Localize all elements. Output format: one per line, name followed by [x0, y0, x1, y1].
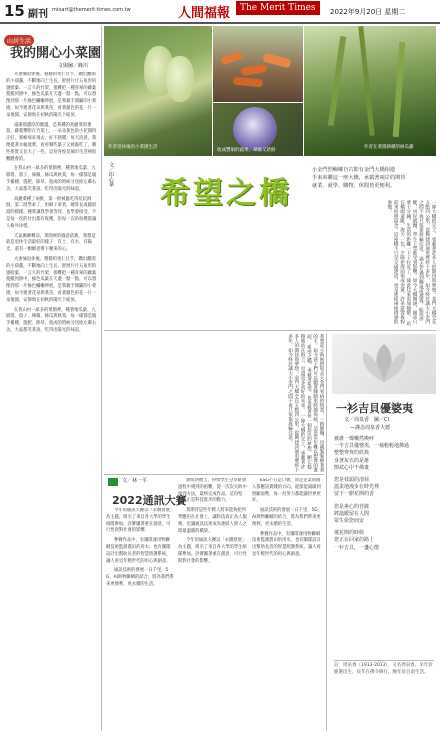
left-article-title: 我的開心小菜園 [10, 46, 102, 61]
paragraph: 今年的通訊大賽以「永續發展」為主題，吸引了來自各大學的學生組隊參加。評審團著重在創意、可行性與對社會的影響。 [106, 508, 173, 534]
section-divider [104, 330, 436, 331]
photo-cabbage [213, 103, 303, 156]
poem-line: 您是素心的菩薩 [334, 503, 370, 510]
column-tag [4, 28, 100, 45]
poem-illustration [332, 334, 436, 394]
bottom-article-col [106, 508, 174, 730]
feature-paragraph: 希望之橋，承載著希望，也承載著每一個島民的夢想，願它穩穩地站在海上，見證更多美好的未來。 [300, 334, 312, 469]
column-divider [101, 26, 102, 731]
paragraph: 在我山村一畝多的菜園裡，種著地瓜葉、九層塔、茄子、辣椒、絲瓜與秋葵，每一樣都是親手播種、施肥、除草。收成的時候分送給左鄰右舍，大家都笑著說，吃得出陽光的味道。 [6, 307, 97, 333]
poem-line: 將溫暖留在人間 [334, 510, 370, 517]
paper-logo: 人間福報 [178, 6, 231, 21]
poem-byline: 文／周泉香 圖／CI [344, 417, 389, 423]
paragraph: 夫妻倆退休後，穩穩的果仁甘芋，鑽出離開的小葫蘆，不斷地向上生長，舒展片片五角形的翅膀葉。一言久的竹架，很難把一種青翠的藤葉蔓搬到園中，綠色瓜葉在天邊一點一點，可以想像到那一片綠色欄柵伸展，是我親手開闢的小菜園，如今連著花朵與菜苗，看著顏色的花一片一朵地開，安靜地在初秋的陽光下綻放。 [6, 256, 97, 303]
photo-caption: 作者退休後的小菜園生活 [108, 145, 158, 150]
poem-line: 一衫吉貝，一盞心燈 [334, 544, 380, 551]
left-article-body [6, 72, 98, 730]
carrot-shape [220, 50, 243, 65]
feature-paragraph: 過去若遇到颱風或濃霧，船班停駛，居民就醫、學生上學都受到影響。如今大橋開通，開車只要十分鐘，生活的距離一下子拉近了，彼此往來更加頻繁。 [405, 200, 424, 325]
poem-dedication: —謹念周泉香大德 [350, 425, 391, 431]
section-marker-icon [108, 478, 118, 486]
feature-subtitle [312, 166, 434, 190]
gourd-shape [166, 56, 194, 102]
photo-caption: 收成豐碩的蔬果，翠綠又新鮮 [217, 148, 276, 153]
masthead [0, 0, 440, 24]
poem-line: 擦拭心中不佛畫 [334, 464, 370, 471]
paragraph: 夫妻倆退休後，穩穩的果仁甘芋，鑽出離開的小葫蘆，不斷地向上生長，舒展片片五角形的翅膀葉。一言久的竹架，很難把一種青翠的藤葉蔓搬到園中，綠色瓜葉在天邊一點一點，可以想像到那一片綠色欄柵伸展，是我親手開闢的小菜園，如今連著花朵與菜苗，看著顏色的花一片一朵地開，安靜地在初秋的陽光下綻放。 [6, 72, 97, 118]
subtitle-line: 手來串聯這一座大橋，承載著兩岸的期待 [312, 175, 406, 181]
feature-title: 希望之橋 [160, 176, 292, 211]
poem-title: 一衫吉貝優婆夷 [336, 402, 413, 415]
column-divider [326, 334, 327, 731]
paragraph: 參賽作品中，有團隊運用物聯網技術監測農田的用水，也有團隊設計出幫助長者的智慧照護系統，讓人看見年輕世代的用心與創意。 [252, 531, 321, 557]
feature-body-upper [104, 200, 436, 328]
paper-logo-en: The Merit Times [236, 1, 320, 15]
poem-line: 留下一樹花開的香 [334, 491, 375, 498]
left-article-byline: 文與圖／緣川 [58, 63, 89, 69]
vine-shape [358, 26, 374, 136]
column-tag-label: 山居生活 [4, 35, 34, 46]
poem-body [334, 436, 436, 552]
paragraph: ESG不只是口號，而是企業與個人都應該實踐的方向，從節能減碳到照顧弱勢，每一份努力都能讓世界更好。 [252, 478, 321, 504]
contact-email[interactable]: mtsart@themerit-times.com.tw [52, 7, 131, 13]
paragraph: 高麗菜種了兩批，第一批被蟲吃得坑坑洞洞，第二批學乖了，用網子罩著，總算長成圓滾滾的模樣。種菜讓我學會等待，也學會接受，不是每一次的付出都有收穫，但每一次的收穫都讓人格外珍惜。 [6, 196, 97, 229]
paragraph: 今年的通訊大賽以「永續發展」為主題，吸引了來自各大學的學生組隊參加。評審團著重在創意、可行性與對社會的影響。 [178, 538, 247, 564]
paragraph: 通訊技術的發展一日千里，5G、AI與物聯網的結合，將為我們帶來更便利、更永續的生活。 [252, 508, 322, 527]
paragraph: 頒獎典禮上，得獎學生分享研發過程中遇到的困難，從一次次失敗中找到方法，最終完成作品。這份堅持，正是科技進步的動力。 [178, 478, 247, 504]
poem-note: 註：周泉香（1913-2013），又名周泉香。早年於鹿港出生，長年在佛寺修行，晚年於台南生活。 [334, 660, 434, 676]
paragraph: 我期待這些年輕人將來能夠把所學應用在社會上，讓科技真正為人服務，也讓通訊技術成為連結人與人之間最溫暖的橋梁。 [178, 508, 247, 534]
section-name: 副刊 [28, 9, 48, 20]
feature-paragraph: 一條大橋的完工，承載著許多人的期待與夢想。金門大橋全長五點四公里，從興建到通車歷經十多年，如今終於讓大小金門之間不再只依靠渡輪往返。 [418, 200, 436, 325]
photo-loofah-vines [304, 26, 436, 156]
feature-byline: 文／印心華 [108, 162, 114, 187]
bottom-article-col [178, 478, 248, 730]
page-number: 15 [4, 2, 25, 20]
bottom-article-byline: 文／林一平 [122, 478, 148, 484]
carrot-shape [241, 64, 268, 76]
lotus-icon [332, 334, 436, 394]
subtitle-line: 小金門烈嶼鄉自古即有金門大橋相連 [312, 167, 396, 173]
bottom-article-title: 2022通訊大賽 [112, 494, 187, 507]
poem-line: 您是枝頭的清荷 [334, 477, 370, 484]
feature-paragraph: 一條大橋的完工，承載著許多人的期待與夢想。金門大橋全長五點四公里，從興建到通車歷經十多年，如今終於讓大小金門之間不再只依靠渡輪往返。 [287, 334, 306, 472]
carrot-shape [233, 77, 264, 88]
vine-shape [328, 36, 346, 126]
poem-line: 整整齊齊的經典 [334, 450, 370, 457]
photo-carrots [213, 26, 303, 102]
cabbage-shape [233, 107, 277, 151]
section-divider [104, 474, 324, 475]
bottom-article-col [252, 478, 324, 730]
poem-line: 一半吉貝優婆夷，一袖輕輕地拂過 [334, 443, 410, 450]
paragraph: 通訊技術的發展一日千里，5G、AI與物聯網的結合，將為我們帶來更便利、更永續的生活。 [106, 568, 174, 587]
paragraph: 天氣漸漸轉涼，菜園裡的綠意依舊，我想這就是退休生活最好的樣子：有土、有水、有陽光，還有一顆願意彎下腰來的心。 [6, 233, 96, 253]
poem-line: 蓮花開的時候 [334, 530, 365, 537]
feature-body-lower [104, 334, 324, 472]
feature-paragraph: 站在橋頭遠眺，海天一色，夕陽把海面染成金黃，許多遊客專程前來拍照留念。這座橋不只是交通建設，更是連結兩地情感的象徵。 [386, 200, 411, 326]
issue-date: 2022年9月20日 星期二 [330, 8, 406, 16]
carrot-shape [262, 53, 291, 69]
paragraph: 遠處那濃厚的牆邊，是我種的高麗菜與番茄，藤蔓攀附在竹架上，一朵朵黃色的小花開得正好，蜜蜂飛來飛去，好不熱鬧。每天清晨，我便提著水桶澆菜，看看哪些葉子又被蟲吃了，哪些果實又長大了一些，這份喜悅是城市生活裡很難體會的。 [6, 122, 97, 162]
poem-line: 您正在回家的路上 [334, 537, 375, 544]
paragraph: 在我山村一畝多的菜園裡，種著地瓜葉、九層塔、茄子、辣椒、絲瓜與秋葵，每一樣都是親手播種、施肥、除草。收成的時候分送給左鄰右舍，大家都笑著說，吃得出陽光的味道。 [6, 166, 97, 192]
photo-caption: 作者在菜園耕種的絲瓜藤 [364, 145, 414, 150]
poem-line: 眾生依您而安 [334, 518, 365, 525]
feature-paragraph: 我想起小時候搭船去大金門看病的情景，一路顛簸，母親緊緊握著我的手。如今孩子們可以騎著腳踏車跨越海峽，這是當年難以想像的畫面。 [306, 334, 324, 472]
poem-line: 身著灰衣的是誰 [334, 457, 370, 464]
poem-line: 被誰一聲噸然喚呼 [334, 436, 375, 442]
subtitle-line: 就業、就學、購物、休閒皆更便利。 [312, 183, 396, 189]
vine-shape [393, 42, 406, 137]
poem-line: 溫柔地漫步在時光裡 [334, 484, 380, 491]
photo-bitter-melon [104, 26, 212, 156]
paragraph: 參賽作品中，有團隊運用物聯網技術監測農田的用水，也有團隊設計出幫助長者的智慧照護系統，讓人看見年輕世代的用心與創意。 [106, 538, 171, 564]
